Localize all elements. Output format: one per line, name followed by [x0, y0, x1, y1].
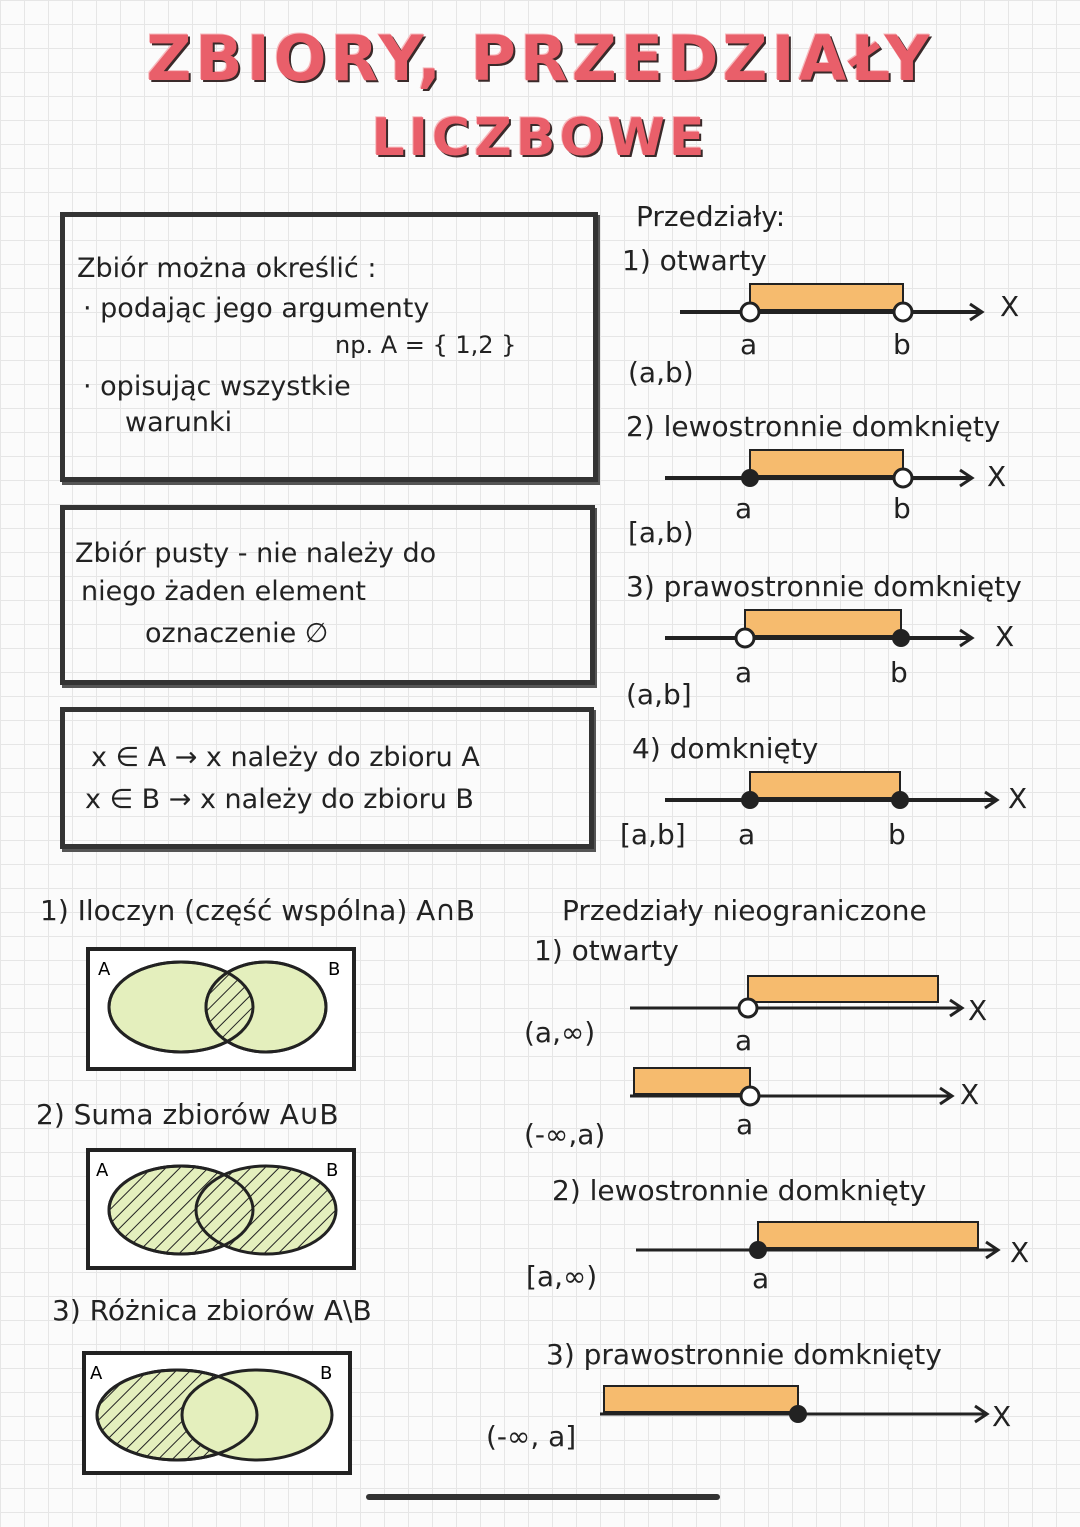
definition-box: [60, 212, 598, 482]
interval-name: 1) otwarty: [622, 244, 767, 277]
axis-x-label: X: [1000, 290, 1020, 323]
intersection-label: 1) Iloczyn (część wspólna) A∩B: [40, 894, 475, 927]
interval-notation: (a,b): [628, 356, 694, 389]
home-indicator-bar: [366, 1494, 720, 1500]
axis-x-label: X: [992, 1400, 1012, 1433]
interval-notation: (-∞, a]: [486, 1420, 577, 1453]
difference-label: 3) Różnica zbiorów A\B: [52, 1294, 372, 1327]
number-line-left-closed: [665, 448, 1025, 498]
empty-set-box: [60, 505, 595, 685]
interval-name: 4) domknięty: [632, 732, 819, 765]
axis-x-label: X: [1008, 782, 1028, 815]
set-b-label: B: [326, 1160, 339, 1181]
axis-x-label: X: [1010, 1236, 1030, 1269]
point-b: b: [890, 656, 908, 689]
empty-set-text: niego żaden element: [81, 576, 366, 607]
venn-union: [86, 1148, 358, 1272]
point-b: b: [888, 818, 906, 851]
set-b-label: B: [320, 1363, 333, 1384]
point-a: a: [740, 328, 758, 361]
membership-line: x ∈ A → x należy do zbioru A: [91, 742, 480, 773]
interval-notation: [a,∞): [526, 1260, 598, 1293]
set-a-label: A: [98, 959, 111, 980]
point-a: a: [735, 492, 753, 525]
empty-set-text: Zbiór pusty - nie należy do: [75, 538, 437, 569]
point-b: b: [893, 492, 911, 525]
venn-difference: [82, 1351, 354, 1477]
set-a-label: A: [90, 1363, 103, 1384]
axis-x-label: X: [960, 1078, 980, 1111]
number-line-a-inf-closed: [636, 1220, 1016, 1270]
empty-set-symbol: oznaczenie ∅: [145, 618, 329, 649]
number-line-inf-a-open: [630, 1066, 990, 1116]
union-label: 2) Suma zbiorów A∪B: [36, 1098, 339, 1131]
interval-notation: (a,∞): [524, 1016, 596, 1049]
point-a: a: [735, 1024, 753, 1057]
axis-x-label: X: [995, 620, 1015, 653]
unbounded-heading: Przedziały nieograniczone: [562, 894, 927, 927]
interval-name: 2) lewostronnie domknięty: [552, 1174, 927, 1207]
definition-heading: Zbiór można określić :: [77, 253, 377, 284]
point-a: a: [752, 1262, 770, 1295]
set-b-label: B: [328, 959, 341, 980]
number-line-inf-a-closed: [600, 1384, 1000, 1434]
interval-notation: [a,b]: [620, 818, 686, 851]
point-b: b: [893, 328, 911, 361]
interval-name: 3) prawostronnie domknięty: [626, 570, 1022, 603]
membership-box: [60, 707, 594, 849]
number-line-closed: [665, 770, 1028, 820]
definition-bullet: · opisując wszystkie: [83, 371, 351, 402]
number-line-open: [680, 282, 1040, 332]
definition-bullet: · podając jego argumenty: [83, 293, 430, 324]
page-title-line2: LICZBOWE: [371, 108, 709, 168]
set-a-label: A: [96, 1160, 109, 1181]
page-title: ZBIORY, PRZEDZIAŁY: [146, 22, 934, 95]
point-a: a: [735, 656, 753, 689]
interval-name: 1) otwarty: [534, 934, 679, 967]
number-line-a-inf-open: [630, 974, 990, 1024]
definition-bullet-cont: warunki: [125, 407, 233, 438]
membership-line: x ∈ B → x należy do zbioru B: [85, 784, 474, 815]
interval-notation: [a,b): [628, 516, 694, 549]
interval-name: 2) lewostronnie domknięty: [626, 410, 1001, 443]
definition-example: np. A = { 1,2 }: [335, 331, 517, 359]
point-a: a: [738, 818, 756, 851]
number-line-right-closed: [665, 608, 1025, 658]
venn-intersection: [86, 947, 358, 1073]
axis-x-label: X: [987, 460, 1007, 493]
interval-notation: (a,b]: [626, 678, 692, 711]
axis-x-label: X: [968, 994, 988, 1027]
point-a: a: [736, 1108, 754, 1141]
interval-notation: (-∞,a): [524, 1118, 606, 1151]
intervals-heading: Przedziały:: [636, 200, 786, 233]
interval-name: 3) prawostronnie domknięty: [546, 1338, 942, 1371]
